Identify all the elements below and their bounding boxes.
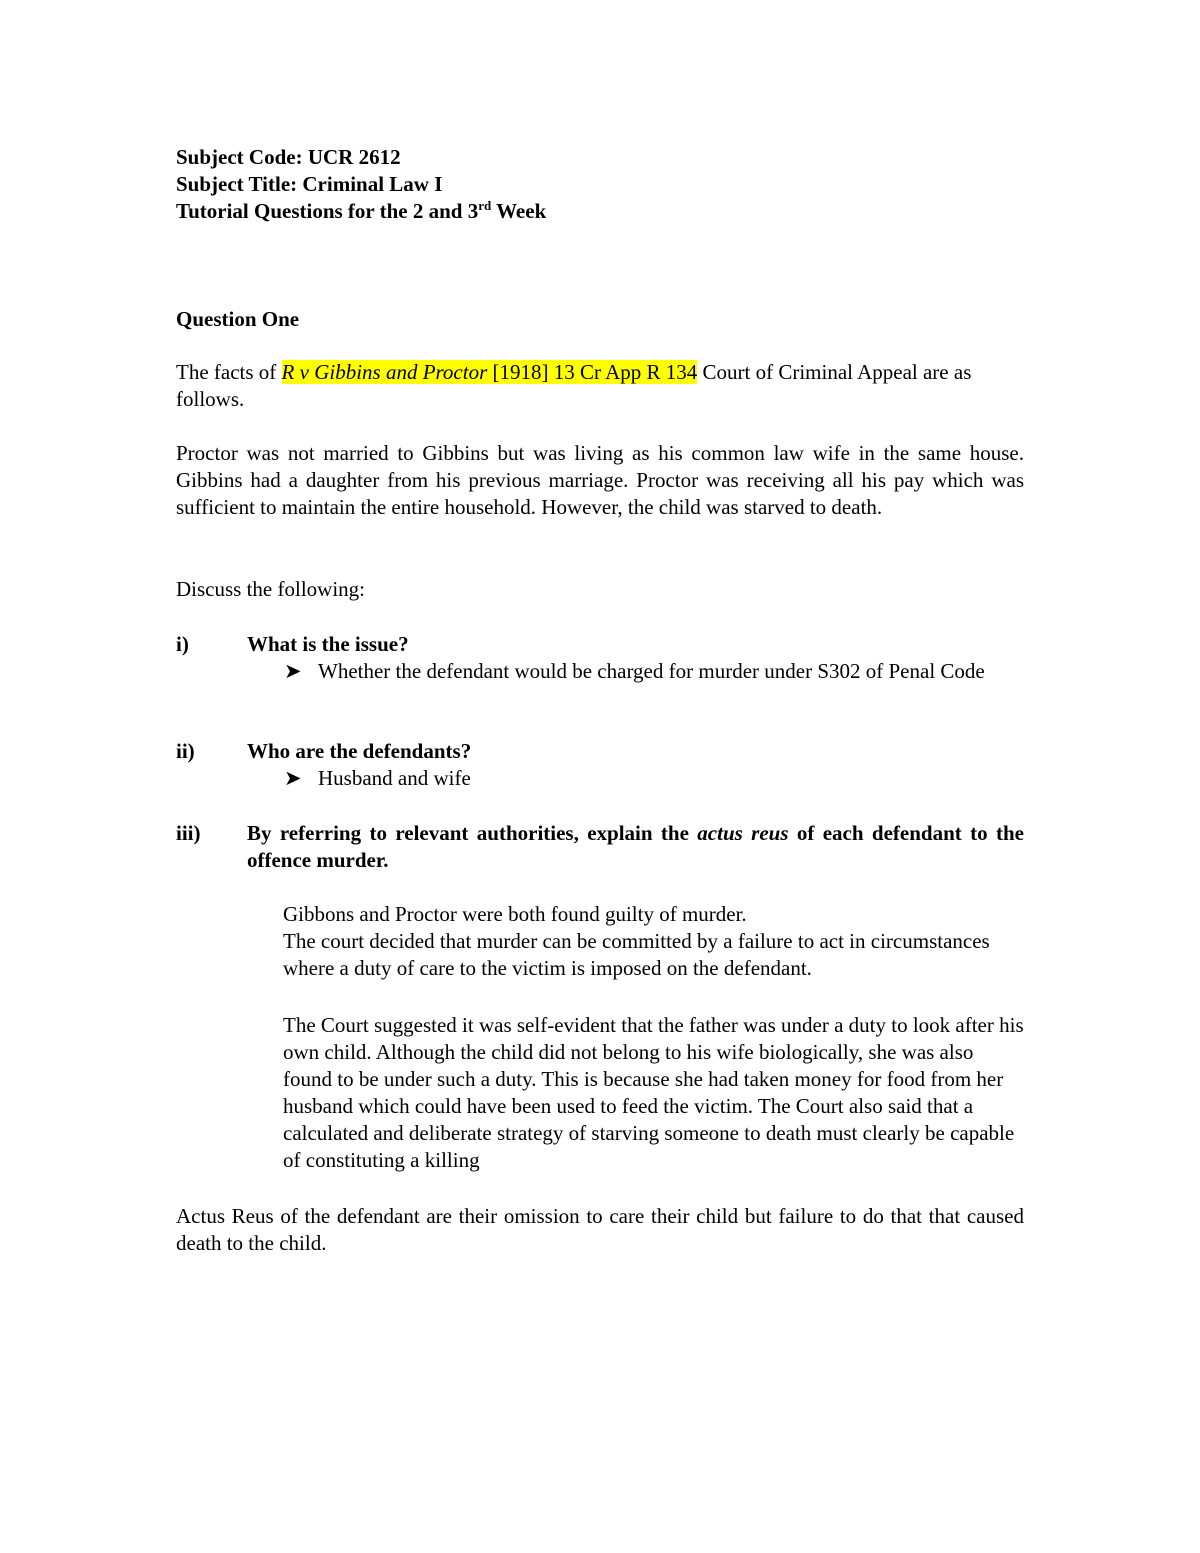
question-text: By referring to relevant authorities, explain the actus reus of each defendant to the offence murder.	[247, 821, 1024, 872]
case-citation: [1918] 13 Cr App R 134	[487, 360, 698, 384]
conclusion-paragraph: Actus Reus of the defendant are their omission to care their child but failure to do that that caused death to the child.	[176, 1204, 1024, 1255]
case-citation-highlight	[282, 360, 698, 384]
question-number: iii)	[176, 821, 201, 845]
answer-text: Husband and wife	[318, 766, 471, 790]
answer-text: Whether the defendant would be charged for murder under S302 of Penal Code	[318, 659, 985, 683]
arrow-bullet-icon: ➤	[284, 766, 302, 790]
tutorial-title: Tutorial Questions for the 2 and 3rd Week	[176, 198, 547, 223]
answer-paragraph: Gibbons and Proctor were both found guilty of murder. The court decided that murder can be committed by a failure to act in circumstances where a duty of care to the victim is imposed on the defendant.	[283, 902, 990, 980]
question-heading: Question One	[176, 307, 300, 331]
actus-reus-term: actus reus	[697, 821, 789, 845]
question-text: Who are the defendants?	[247, 739, 472, 763]
discuss-label: Discuss the following:	[176, 577, 365, 601]
arrow-bullet-icon: ➤	[284, 659, 302, 683]
document-header	[176, 144, 876, 225]
facts-paragraph: The facts of R v Gibbins and Proctor [1918] 13 Cr App R 134 Court of Criminal Appeal are as follows.	[176, 360, 972, 411]
answer-paragraph: The Court suggested it was self-evident that the father was under a duty to look after his own child. Although the child did not belong to his wife biologically, she was also found to be under such a duty. This is because she had taken money for food from her husband which could have been used to feed the victim. The Court also said that a calculated and deliberate strategy of starving someone to death must clearly be capable of constituting a killing	[283, 1013, 1024, 1172]
question-number: ii)	[176, 739, 195, 763]
question-number: i)	[176, 632, 189, 656]
subject-code: Subject Code: UCR 2612	[176, 145, 401, 169]
case-name: R v Gibbins and Proctor	[281, 360, 488, 384]
answer-item	[284, 765, 314, 792]
question-text: What is the issue?	[247, 632, 409, 656]
background-paragraph: Proctor was not married to Gibbins but was living as his common law wife in the same house. Gibbins had a daughter from his previous marriage. Proctor was receiving all his pay which was sufficient to maintain the entire household. However, the child was starved to death.	[176, 441, 1024, 519]
subject-title: Subject Title: Criminal Law I	[176, 172, 443, 196]
